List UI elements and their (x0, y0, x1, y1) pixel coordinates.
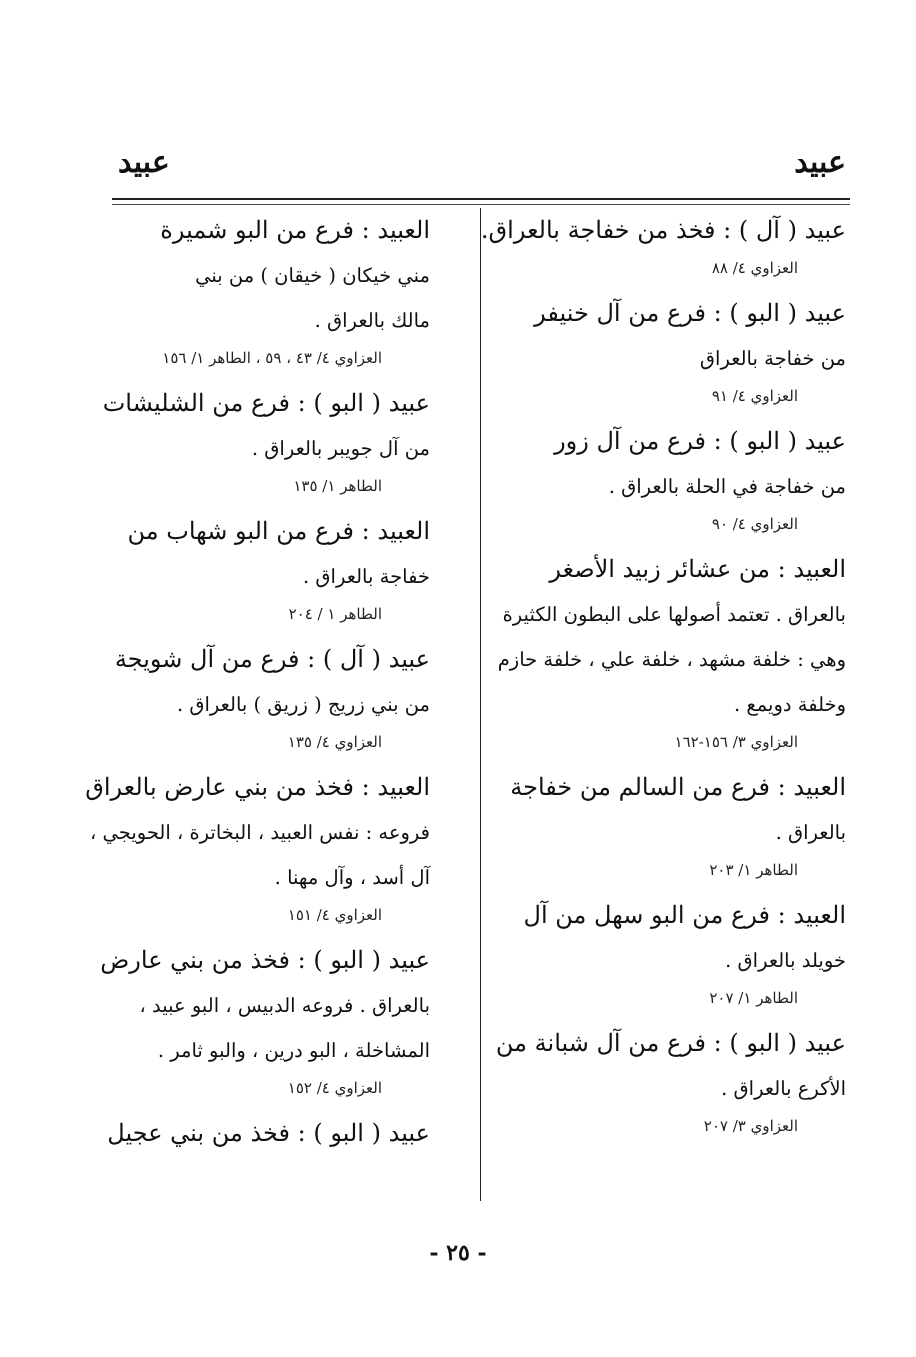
entry-text-line: خويلد بالعراق . (725, 949, 846, 972)
dictionary-entry (480, 208, 846, 291)
entry-text-line: بالعراق . تعتمد أصولها على البطون الكثيرة (502, 603, 846, 626)
entry-source-reference: العزاوي ٤/ ١٥١ (287, 906, 382, 924)
entry-source-reference: العزاوي ٤/ ١٥٢ (287, 1079, 382, 1097)
entry-text-line: بالعراق . فروعه الدبيس ، البو عبيد ، (139, 994, 430, 1017)
entry-text-line: آل أسد ، وآل مهنا . (274, 866, 430, 889)
entry-text-line: من خفاجة بالعراق (699, 347, 846, 370)
dictionary-entry (107, 1111, 430, 1164)
entry-text-line: خفاجة بالعراق . (303, 565, 430, 588)
entry-text-line: المشاخلة ، البو درين ، والبو ثامر . (157, 1039, 430, 1062)
entry-text-line: وهي : خلفة مشهد ، خلفة علي ، خلفة حازم (497, 648, 846, 671)
dictionary-entry (85, 765, 430, 938)
entry-source-reference: العزاوي ٤/ ٩١ (711, 387, 798, 405)
entry-headline: عبيد ( البو ) : فرع من آل خنيفر (534, 299, 846, 327)
running-header-left: عبيد (118, 145, 170, 180)
entry-source-reference: العزاوي ٤/ ٩٠ (711, 515, 798, 533)
entry-text-line: وخلفة دويمع . (733, 693, 846, 716)
entry-headline: عبيد ( البو ) : فرع من آل زور (554, 427, 846, 455)
entry-source-reference: العزاوي ٣/ ١٥٦-١٦٢ (674, 733, 798, 751)
entry-source-reference: الطاهر ١/ ٢٠٣ (709, 861, 798, 879)
dictionary-entry (494, 893, 846, 1021)
entry-text-line: فروعه : نفس العبيد ، البخاترة ، الحويجي ، (89, 821, 430, 844)
entry-headline: العبيد : فرع من السالم من خفاجة (510, 773, 846, 801)
entry-headline: عبيد ( البو ) : فخذ من بني عارض (100, 946, 430, 974)
entry-source-reference: العزاوي ٤/ ٨٨ (711, 259, 798, 277)
column-divider (480, 208, 481, 1201)
entry-source-reference: الطاهر ١/ ٢٠٧ (709, 989, 798, 1007)
entry-text-line: من بني زريج ( زريق ) بالعراق . (176, 693, 430, 716)
entry-text-line: مالك بالعراق . (314, 309, 430, 332)
dictionary-entry (102, 381, 430, 509)
entry-text-line: من آل جويبر بالعراق . (251, 437, 430, 460)
entry-source-reference: العزاوي ٤/ ٤٣ ، ٥٩ ، الطاهر ١/ ١٥٦ (162, 349, 382, 367)
dictionary-entry (494, 1021, 846, 1149)
entry-headline: العبيد : فرع من البو شميرة (160, 216, 430, 244)
entry-headline: عبيد ( آل ) : فرع من آل شويجة (114, 645, 430, 673)
entry-text-line: بالعراق . (775, 821, 846, 844)
entry-headline: العبيد : فخذ من بني عارض بالعراق (85, 773, 430, 801)
entry-source-reference: العزاوي ٣/ ٢٠٧ (703, 1117, 798, 1135)
entry-source-reference: الطاهر ١ / ٢٠٤ (288, 605, 382, 623)
entry-text-line: من خفاجة في الحلة بالعراق . (608, 475, 846, 498)
right-column (480, 208, 846, 1149)
entry-headline: عبيد ( البو ) : فرع من الشليشات (102, 389, 430, 417)
entry-headline: العبيد : فرع من البو سهل من آل (523, 901, 846, 929)
dictionary-entry (494, 547, 846, 765)
header-rule-thick (112, 198, 850, 200)
dictionary-entry (112, 637, 430, 765)
dictionary-entry (494, 291, 846, 419)
entry-source-reference: العزاوي ٤/ ١٣٥ (287, 733, 382, 751)
running-header-right: عبيد (794, 145, 846, 180)
dictionary-entry (112, 509, 430, 637)
entry-text-line: مني خيكان ( خيقان ) من بني (195, 264, 430, 287)
dictionary-entry (494, 419, 846, 547)
entry-headline: عبيد ( البو ) : فخذ من بني عجيل (107, 1119, 430, 1147)
left-column (85, 208, 430, 1164)
entry-headline: عبيد ( البو ) : فرع من آل شبانة من (495, 1029, 846, 1057)
header-rule-thin (112, 204, 850, 205)
dictionary-entry (112, 208, 430, 381)
entry-headline: عبيد ( آل ) : فخذ من خفاجة بالعراق. (480, 216, 846, 244)
dictionary-entry (100, 938, 430, 1111)
page-number: - ٢٥ - (429, 1240, 487, 1266)
entry-source-reference: الطاهر ١/ ١٣٥ (293, 477, 382, 495)
entry-text-line: الأكرع بالعراق . (721, 1077, 846, 1100)
entry-headline: العبيد : فرع من البو شهاب من (127, 517, 430, 545)
dictionary-entry (494, 765, 846, 893)
entry-headline: العبيد : من عشائر زبيد الأصغر (549, 555, 846, 583)
